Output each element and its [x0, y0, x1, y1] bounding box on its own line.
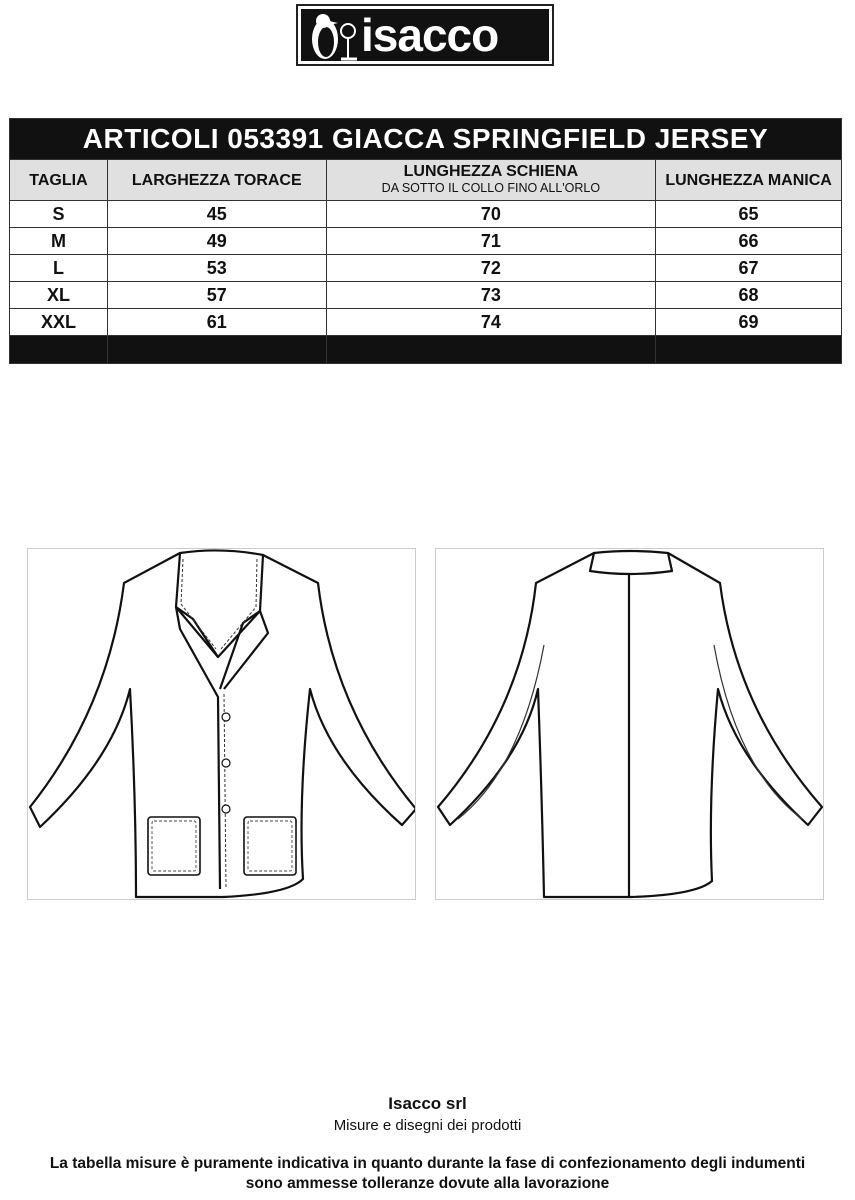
jacket-back-illustration	[436, 549, 823, 899]
document-subtitle: Misure e disegni dei prodotti	[333, 1117, 522, 1134]
cell-sleeve: 69	[656, 309, 842, 336]
table-row	[10, 255, 842, 282]
cell-back: 70	[326, 201, 656, 228]
header-back-note: DA SOTTO IL COLLO FINO ALL'ORLO	[381, 181, 601, 195]
penguin-chef-icon	[305, 9, 363, 65]
cell-size: XXL	[10, 309, 108, 336]
header-back-label: LUNGHEZZA SCHIENA	[403, 163, 579, 180]
cell-back: 73	[326, 282, 656, 309]
disclaimer	[0, 1154, 855, 1194]
cell-back: 74	[326, 309, 656, 336]
cell-chest: 61	[107, 309, 326, 336]
table-row	[10, 201, 842, 228]
jacket-back-drawing	[435, 548, 824, 900]
company-name: Isacco srl	[388, 1094, 467, 1113]
table-footer-bar	[10, 336, 842, 364]
header-size: TAGLIA	[10, 160, 108, 201]
cell-chest: 57	[107, 282, 326, 309]
cell-back: 72	[326, 255, 656, 282]
disclaimer-line-1: La tabella misure è puramente indicativa in quanto durante la fase di confezionamento degli indumenti	[49, 1155, 806, 1172]
jacket-front-drawing	[27, 548, 416, 900]
cell-sleeve: 66	[656, 228, 842, 255]
table-header-row	[10, 160, 842, 201]
cell-size: S	[10, 201, 108, 228]
cell-chest: 45	[107, 201, 326, 228]
header-chest: LARGHEZZA TORACE	[107, 160, 326, 201]
jacket-front-illustration	[28, 549, 415, 899]
cell-size: M	[10, 228, 108, 255]
table-title: ARTICOLI 053391 GIACCA SPRINGFIELD JERSEY	[10, 119, 842, 160]
disclaimer-line-2: sono ammesse tolleranze dovute alla lavorazione	[245, 1175, 610, 1192]
brand-logo	[296, 4, 554, 66]
size-table	[9, 118, 842, 364]
table-row	[10, 309, 842, 336]
table-row	[10, 228, 842, 255]
table-title-row	[10, 119, 842, 160]
header-back	[326, 160, 656, 201]
table-row	[10, 282, 842, 309]
logo-wordmark: isacco	[361, 9, 499, 61]
cell-size: L	[10, 255, 108, 282]
cell-chest: 49	[107, 228, 326, 255]
cell-sleeve: 67	[656, 255, 842, 282]
cell-size: XL	[10, 282, 108, 309]
cell-back: 71	[326, 228, 656, 255]
cell-chest: 53	[107, 255, 326, 282]
cell-sleeve: 68	[656, 282, 842, 309]
cell-sleeve: 65	[656, 201, 842, 228]
logo-background	[301, 9, 549, 61]
header-sleeve: LUNGHEZZA MANICA	[656, 160, 842, 201]
